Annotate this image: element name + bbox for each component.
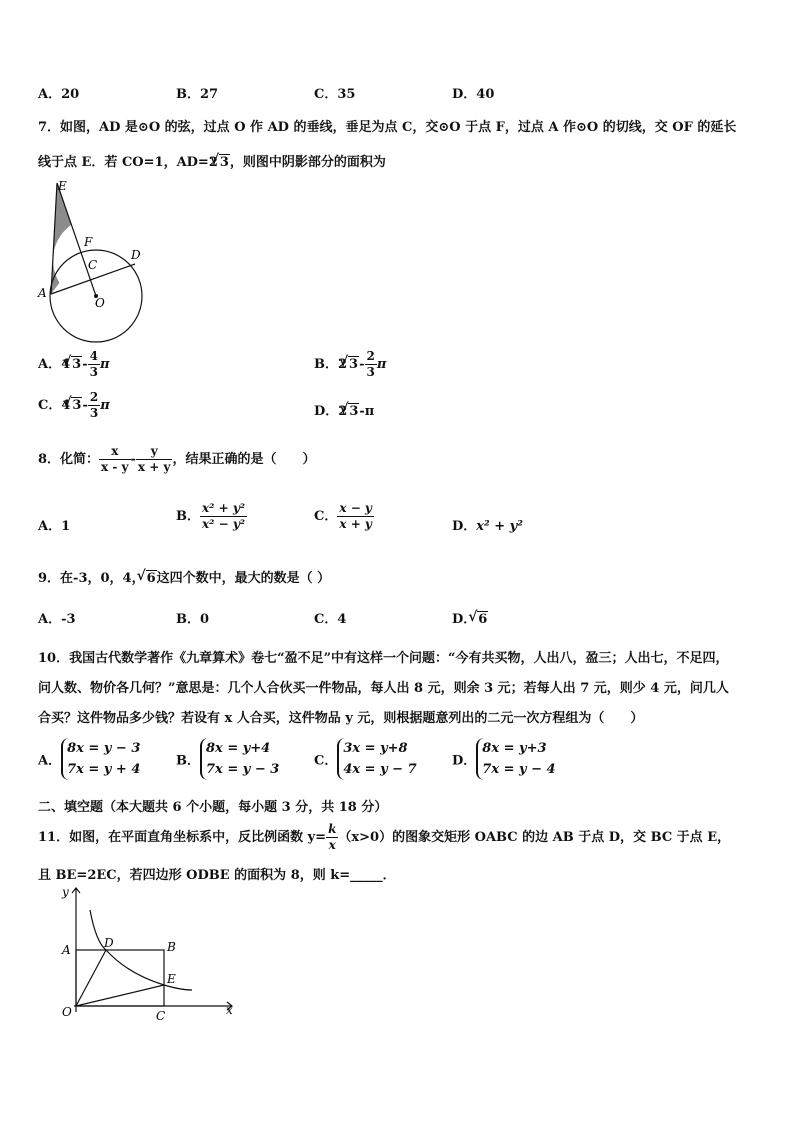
section-2-title: 二、填空题（本大题共 6 个小题，每小题 3 分，共 18 分） <box>38 800 388 815</box>
q6-option-d: D．40 <box>452 87 495 102</box>
q11-stem-line1: 11．如图，在平面直角坐标系中，反比例函数 y= $\frac{k}{x}$ （x>0）的图象交矩形 OABC 的边 AB 于点 D，交 BC 于点 E， <box>38 822 731 852</box>
q10-stem-line2: 问人数、物价各几何？”意思是：几个人合伙买一件物品，每人出 8 元，则余 3 元；若每人出 7 元，则少 4 元，问几人 <box>38 681 729 696</box>
q7-option-b: B．2√ 3- $\frac{2}{3}$ π <box>314 349 386 380</box>
q9-option-d: D．√ 6 <box>452 608 488 627</box>
q8-option-c: C． $\frac{x - y}{x + y}$ <box>314 501 372 531</box>
label-f: F <box>84 235 93 249</box>
label-o: O <box>62 1005 72 1019</box>
rectangle-oabc <box>76 950 164 1006</box>
q8-option-b: B． $\frac{\text{x² + y²}}{\text{x² − y²}}$ <box>176 501 246 531</box>
q7-option-a: A．4√ 3- $\frac{4}{3}$ π <box>38 349 109 380</box>
q10-stem-line1: 10．我国古代数学著作《九章算术》卷七“盈不足”中有这样一个问题：“今有共买物，人出八，盈三；人出七，不足四， <box>38 651 729 666</box>
label-a: A <box>62 943 71 957</box>
q8-option-a: A．1 <box>38 519 71 534</box>
q10-option-c: C．3x = y+8 4x = y − 7 <box>314 738 417 780</box>
label-b: B <box>167 940 176 954</box>
q7-option-d: D．2√ 3-π <box>314 400 374 419</box>
q8-option-d: D．x² + y² <box>452 519 523 534</box>
q6-option-c: C．35 <box>314 87 356 102</box>
q11-stem-line2: 且 BE=2EC，若四边形 ODBE 的面积为 8，则 k=_____． <box>38 868 396 883</box>
label-e: E <box>167 972 176 986</box>
q6-option-a: A．20 <box>38 87 80 102</box>
label-x: x <box>226 1003 233 1017</box>
q7-option-c: C．4√ 3- $\frac{2}{3}$ π <box>38 390 110 421</box>
q7-circle-figure <box>34 176 164 346</box>
q7-stem-line2: 线于点 E．若 CO=1，AD=2√ 3，则图中阴影部分的面积为 <box>38 151 386 170</box>
q10-option-b: B．8x = y+4 7x = y − 3 <box>176 738 279 780</box>
q10-stem-line3: 合买？这件物品多少钱？若设有 x 人合买，这件物品 y 元，则根据题意列出的二元一次方程组为（ ） <box>38 711 644 726</box>
q11-coordinate-figure <box>56 882 246 1022</box>
q9-option-a: A．-3 <box>38 612 76 627</box>
segment-od <box>76 950 106 1006</box>
label-o: O <box>95 296 105 310</box>
q8-stem: 8．化简： $\frac{x}{x - y}$ - $\frac{y}{x + y}$ ，结果正确的是（ ） <box>38 444 316 474</box>
label-c: C <box>88 258 98 272</box>
q9-stem: 9．在-3，0，4，√ 6这四个数中，最大的数是（ ） <box>38 567 330 586</box>
label-y: y <box>62 885 69 899</box>
q9-option-c: C．4 <box>314 612 347 627</box>
label-a: A <box>38 286 47 300</box>
q9-option-b: B．0 <box>176 612 210 627</box>
label-c: C <box>156 1009 166 1022</box>
q10-option-a: A．8x = y − 3 7x = y + 4 <box>38 738 140 780</box>
q10-option-d: D．8x = y+3 7x = y − 4 <box>452 738 556 780</box>
label-d: D <box>104 936 114 950</box>
q7-stem-line1: 7．如图，AD 是⊙O 的弦，过点 O 作 AD 的垂线，垂足为点 C，交⊙O 于点 F，过点 A 作⊙O 的切线，交 OF 的延长 <box>38 120 737 135</box>
q6-option-b: B．27 <box>176 87 219 102</box>
label-d: D <box>131 248 141 262</box>
segment-oe <box>76 985 164 1006</box>
label-e: E <box>58 179 67 193</box>
